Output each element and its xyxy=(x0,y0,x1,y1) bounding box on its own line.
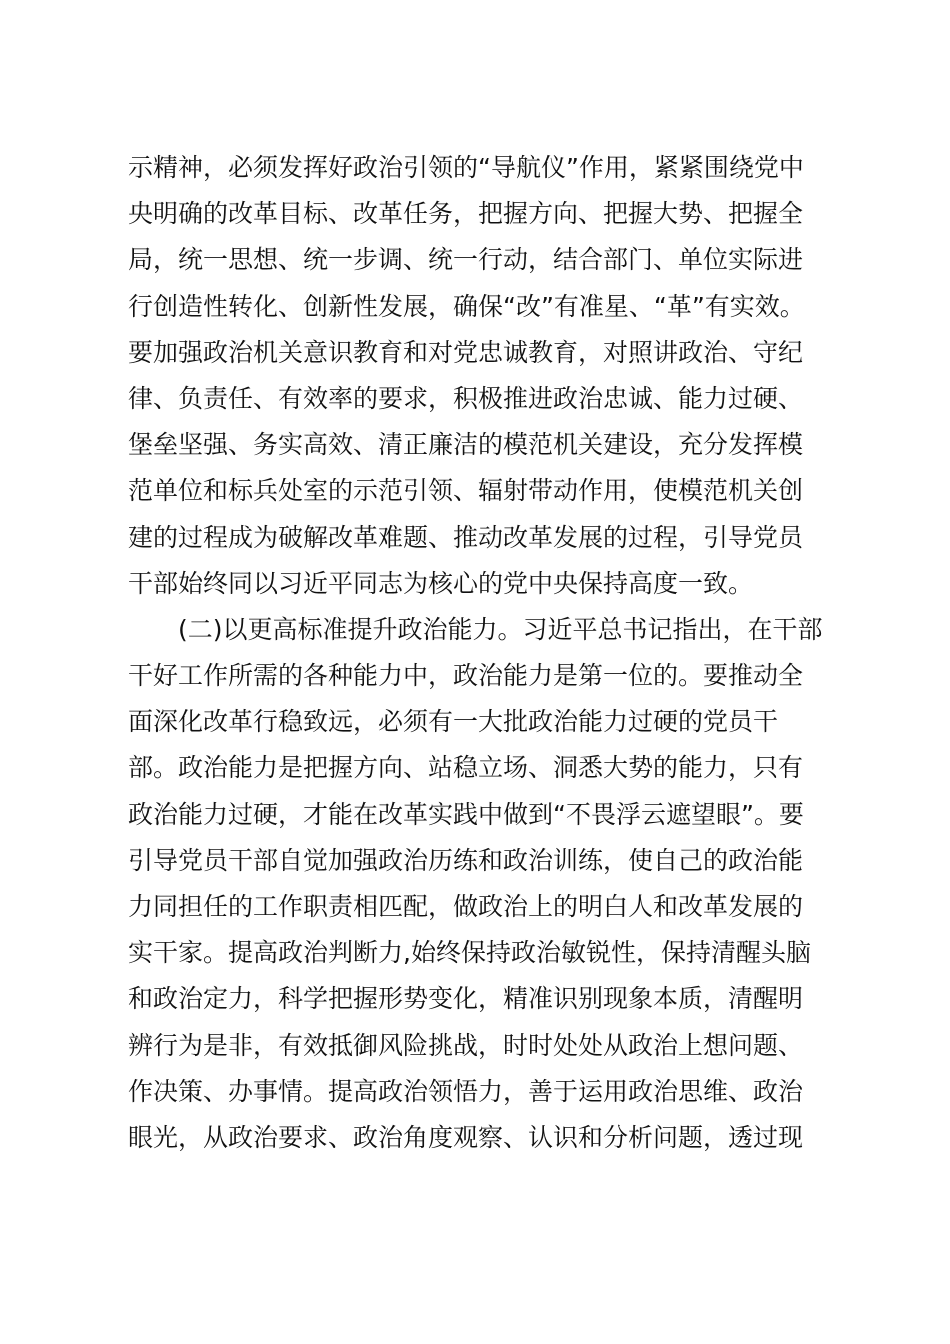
text-line: 和政治定力，科学把握形势变化，精准识别现象本质，清醒明 xyxy=(128,984,804,1014)
text-line: 干部始终同以习近平同志为核心的党中央保持高度一致。 xyxy=(128,568,754,598)
text-line: 律、负责任、有效率的要求，积极推进政治忠诚、能力过硬、 xyxy=(128,383,804,413)
section-heading-line: (二)以更高标准提升政治能力。习近平总书记指出，在干部 xyxy=(128,614,823,644)
body-text xyxy=(128,145,828,1161)
text-line: 引导党员干部自觉加强政治历练和政治训练，使自己的政治能 xyxy=(128,845,804,875)
text-line: 示精神，必须发挥好政治引领的“导航仪”作用，紧紧围绕党中 xyxy=(128,153,804,182)
text-line: 干好工作所需的各种能力中，政治能力是第一位的。要推动全 xyxy=(128,661,804,691)
text-line: 力同担任的工作职责相匹配，做政治上的明白人和改革发展的 xyxy=(128,892,804,921)
text-line: 面深化改革行稳致远，必须有一大批政治能力过硬的党员干 xyxy=(128,707,779,737)
text-line: 行创造性转化、创新性发展，确保“改”有准星、“革”有实效。 xyxy=(128,291,805,321)
text-line: 作决策、办事情。提高政治领悟力，善于运用政治思维、政治 xyxy=(128,1076,804,1106)
text-line: 部。政治能力是把握方向、站稳立场、洞悉大势的能力，只有 xyxy=(128,753,804,783)
text-line: 建的过程成为破解改革难题、推动改革发展的过程，引导党员 xyxy=(128,522,804,552)
text-line: 实干家。提高政治判断力,始终保持政治敏锐性，保持清醒头脑 xyxy=(128,938,811,968)
text-line: 范单位和标兵处室的示范引领、辐射带动作用，使模范机关创 xyxy=(128,476,804,506)
text-line: 辨行为是非，有效抵御风险挑战，时时处处从政治上想问题、 xyxy=(128,1030,804,1060)
text-line: 堡垒坚强、务实高效、清正廉洁的模范机关建设，充分发挥模 xyxy=(128,430,804,460)
text-line: 眼光，从政治要求、政治角度观察、认识和分析问题，透过现 xyxy=(128,1122,804,1152)
text-line: 政治能力过硬，才能在改革实践中做到“不畏浮云遮望眼”。要 xyxy=(128,799,804,829)
text-line: 央明确的改革目标、改革任务，把握方向、把握大势、把握全 xyxy=(128,199,804,229)
text-line: 局，统一思想、统一步调、统一行动，结合部门、单位实际进 xyxy=(128,245,804,275)
text-line: 要加强政治机关意识教育和对党忠诚教育，对照讲政治、守纪 xyxy=(128,337,804,367)
